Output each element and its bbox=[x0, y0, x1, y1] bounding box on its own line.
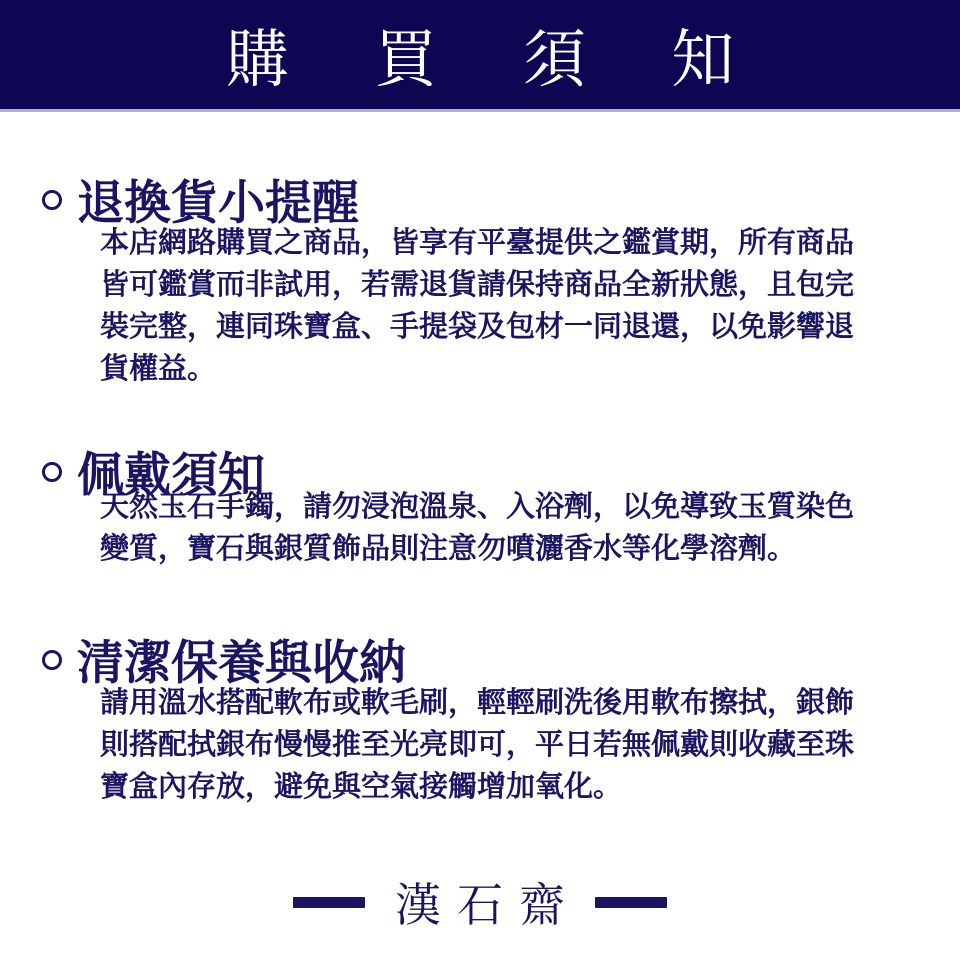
body-text-line: 皆可鑑賞而非試用，若需退貨請保持商品全新狀態，且包完 bbox=[100, 269, 855, 301]
page-title: 購 買 須 知 bbox=[225, 25, 769, 95]
body-text-line: 本店網路購買之商品，皆享有平臺提供之鑑賞期，所有商品 bbox=[100, 227, 855, 259]
logo-left-bar bbox=[293, 897, 365, 908]
brand-logo bbox=[0, 872, 960, 932]
circle-bullet-icon bbox=[42, 190, 62, 210]
section-heading-label: 佩戴須知 bbox=[77, 448, 265, 501]
body-text-line: 貨權益。 bbox=[100, 353, 217, 385]
body-text-line: 則搭配拭銀布慢慢推至光亮即可，平日若無佩戴則收藏至珠 bbox=[100, 729, 855, 761]
circle-bullet-icon bbox=[42, 462, 62, 482]
logo-right-bar bbox=[595, 897, 667, 908]
section-heading-label: 退換貨小提醒 bbox=[77, 176, 359, 229]
circle-bullet-icon bbox=[42, 650, 62, 670]
body-text-line: 請用溫水搭配軟布或軟毛刷，輕輕刷洗後用軟布擦拭，銀飾 bbox=[100, 687, 855, 719]
section-body-care bbox=[100, 682, 854, 808]
body-text-line: 變質，寶石與銀質飾品則注意勿噴灑香水等化學溶劑。 bbox=[100, 533, 797, 565]
section-heading-label: 清潔保養與收納 bbox=[77, 636, 406, 689]
body-text-line: 裝完整，連同珠寶盒、手提袋及包材一同退還，以免影響退 bbox=[100, 311, 855, 343]
brand-name: 漢石齋 bbox=[395, 880, 581, 931]
body-text-line: 寶盒內存放，避免與空氣接觸增加氧化。 bbox=[100, 771, 623, 803]
header-banner bbox=[0, 0, 960, 112]
section-body-wearing bbox=[100, 486, 854, 570]
body-text-line: 天然玉石手鐲，請勿浸泡溫泉、入浴劑，以免導致玉質染色 bbox=[100, 491, 855, 523]
section-body-returns bbox=[100, 222, 854, 390]
